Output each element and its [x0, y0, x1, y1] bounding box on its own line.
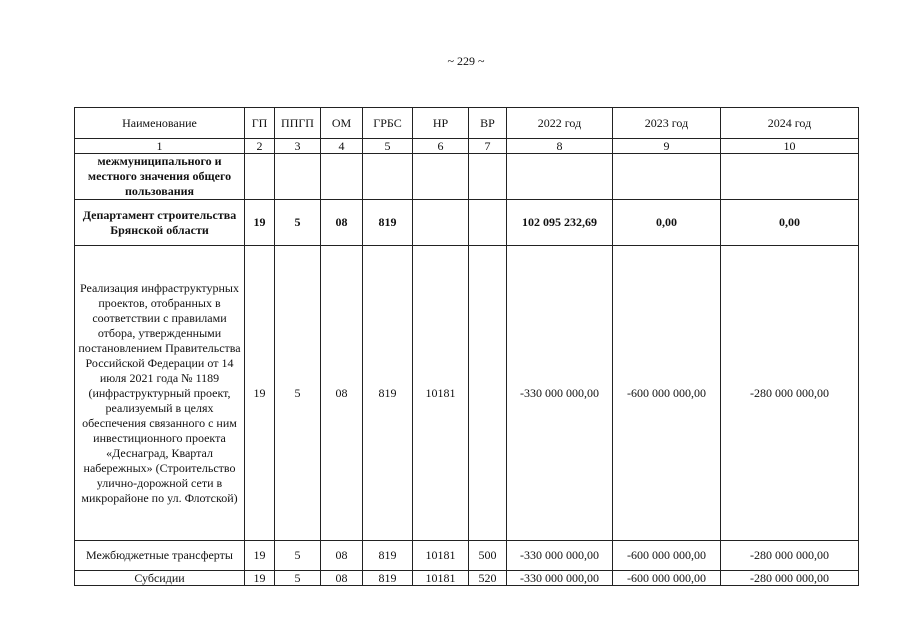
page-number: ~ 229 ~ [447, 54, 485, 68]
column-number: 6 [413, 139, 469, 154]
header-grbs: ГРБС [363, 108, 413, 139]
column-number: 10 [721, 139, 859, 154]
cell-gp: 19 [245, 246, 275, 541]
cell-ppgp [275, 154, 321, 200]
cell-2022: -330 000 000,00 [507, 246, 613, 541]
header-gp: ГП [245, 108, 275, 139]
column-number: 8 [507, 139, 613, 154]
cell-om: 08 [321, 541, 363, 571]
header-nr: НР [413, 108, 469, 139]
cell-gp: 19 [245, 541, 275, 571]
header-name: Наименование [75, 108, 245, 139]
header-row [75, 108, 859, 139]
cell-2022: 102 095 232,69 [507, 200, 613, 246]
cell-vr: 520 [469, 571, 507, 586]
budget-table [74, 107, 859, 586]
cell-2024: -280 000 000,00 [721, 571, 859, 586]
cell-vr: 500 [469, 541, 507, 571]
row-name: Субсидии [75, 571, 245, 586]
cell-nr [413, 200, 469, 246]
cell-vr [469, 200, 507, 246]
column-number: 7 [469, 139, 507, 154]
cell-vr [469, 246, 507, 541]
cell-om: 08 [321, 246, 363, 541]
cell-2024 [721, 154, 859, 200]
cell-grbs [363, 154, 413, 200]
cell-2024: -280 000 000,00 [721, 246, 859, 541]
column-number: 3 [275, 139, 321, 154]
table-row [75, 200, 859, 246]
cell-2022: -330 000 000,00 [507, 571, 613, 586]
column-number: 4 [321, 139, 363, 154]
cell-2022 [507, 154, 613, 200]
header-2024: 2024 год [721, 108, 859, 139]
table-row [75, 541, 859, 571]
cell-om: 08 [321, 571, 363, 586]
cell-ppgp: 5 [275, 571, 321, 586]
cell-grbs: 819 [363, 246, 413, 541]
header-2022: 2022 год [507, 108, 613, 139]
cell-2023: -600 000 000,00 [613, 541, 721, 571]
row-name: Департамент строительства Брянской области [75, 200, 245, 246]
cell-2023: 0,00 [613, 200, 721, 246]
cell-ppgp: 5 [275, 246, 321, 541]
cell-grbs: 819 [363, 200, 413, 246]
cell-nr: 10181 [413, 246, 469, 541]
table-row [75, 246, 859, 541]
cell-nr [413, 154, 469, 200]
cell-grbs: 819 [363, 541, 413, 571]
cell-ppgp: 5 [275, 200, 321, 246]
column-number-row [75, 139, 859, 154]
column-number: 1 [75, 139, 245, 154]
cell-2022: -330 000 000,00 [507, 541, 613, 571]
cell-om [321, 154, 363, 200]
column-number: 9 [613, 139, 721, 154]
cell-ppgp: 5 [275, 541, 321, 571]
column-number: 5 [363, 139, 413, 154]
cell-nr: 10181 [413, 541, 469, 571]
table-row [75, 154, 859, 200]
row-name: Реализация инфраструктурных проектов, отобранных в соответствии с правилами отбора, утвержденными постановлением Правительства Российской Федерации от 14 июля 2021 года № 1189 (инфраструктурный проект, реализуемый в целях обеспечения связанного с ним инвестиционного проекта «Деснаград, Квартал набережных» (Строительство улично-дорожной сети в микрорайоне по ул. Флотской) [75, 246, 245, 541]
cell-gp: 19 [245, 571, 275, 586]
cell-2024: -280 000 000,00 [721, 541, 859, 571]
cell-2024: 0,00 [721, 200, 859, 246]
cell-om: 08 [321, 200, 363, 246]
header-om: ОМ [321, 108, 363, 139]
row-name: Межбюджетные трансферты [75, 541, 245, 571]
header-2023: 2023 год [613, 108, 721, 139]
cell-gp: 19 [245, 200, 275, 246]
cell-2023: -600 000 000,00 [613, 246, 721, 541]
header-ppgp: ППГП [275, 108, 321, 139]
cell-2023: -600 000 000,00 [613, 571, 721, 586]
row-name: межмуниципального и местного значения общего пользования [75, 154, 245, 200]
header-vr: ВР [469, 108, 507, 139]
cell-2023 [613, 154, 721, 200]
cell-nr: 10181 [413, 571, 469, 586]
cell-grbs: 819 [363, 571, 413, 586]
column-number: 2 [245, 139, 275, 154]
table-row [75, 571, 859, 586]
cell-vr [469, 154, 507, 200]
cell-gp [245, 154, 275, 200]
